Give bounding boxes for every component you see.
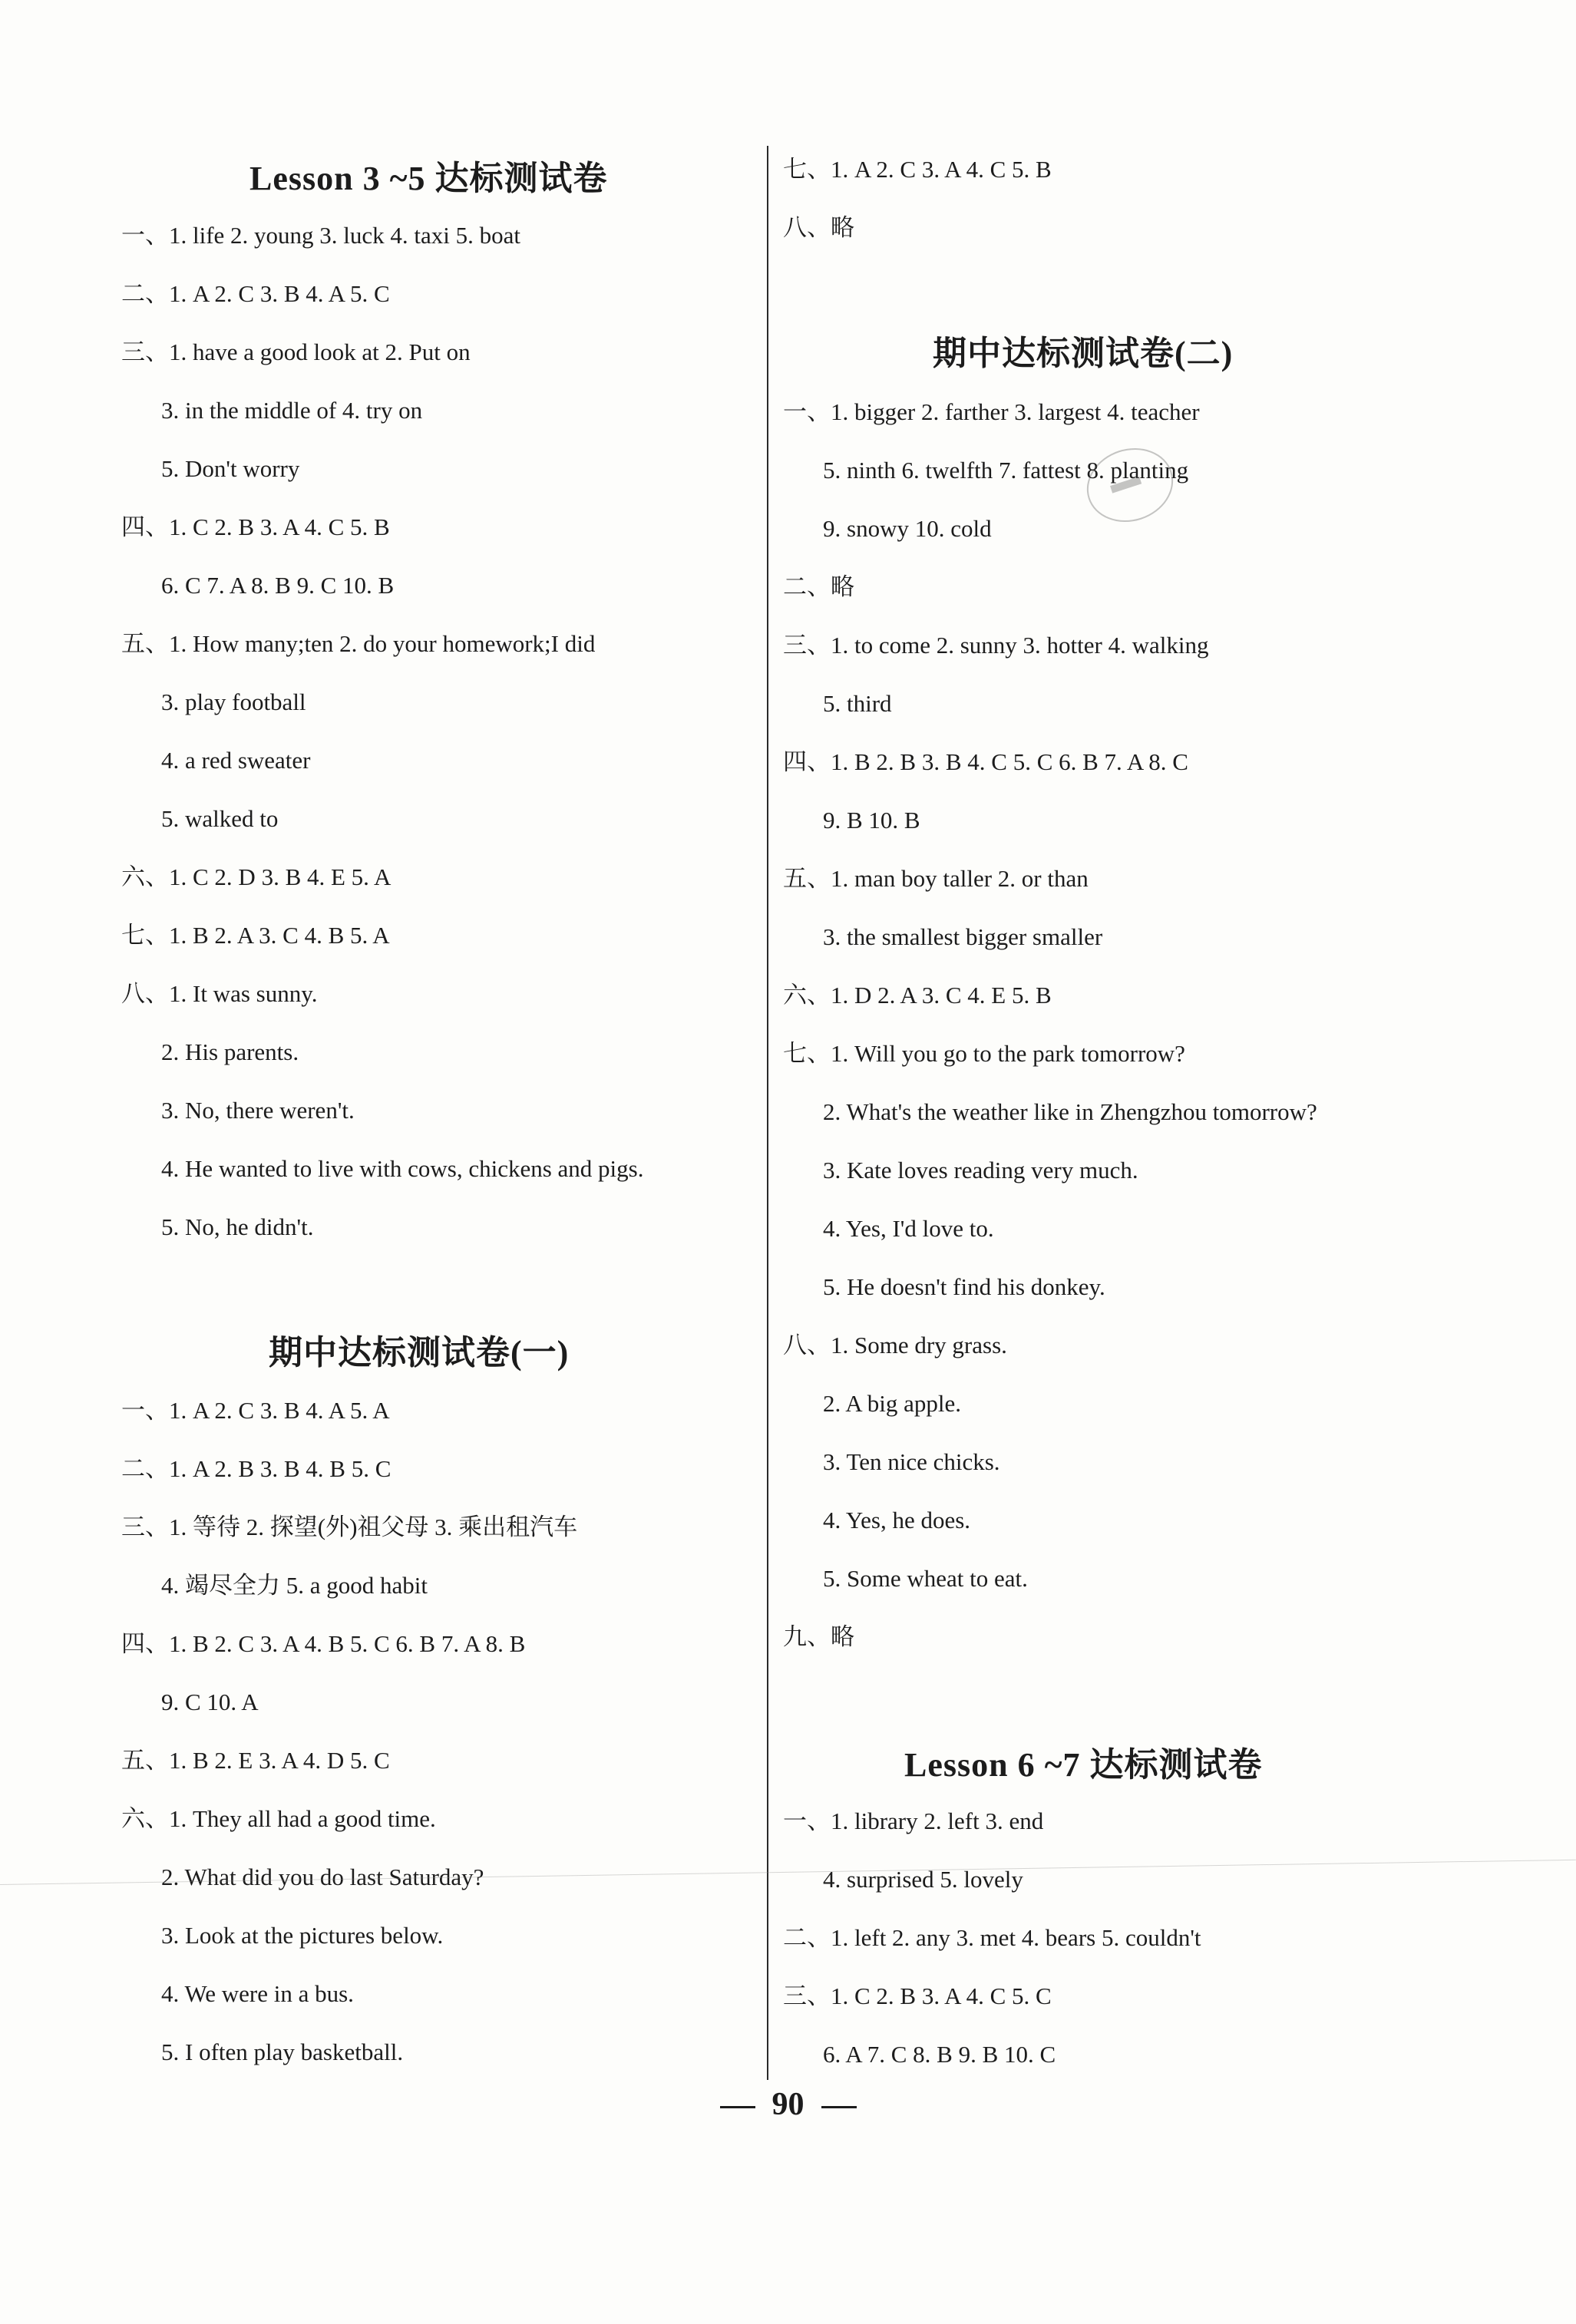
faint-stamp-mark: [1077, 437, 1182, 533]
answer-line: 三、1. 等待 2. 探望(外)祖父母 3. 乘出租汽车: [121, 1514, 578, 1540]
answer-line: 一、1. bigger 2. farther 3. largest 4. teacher: [783, 398, 1200, 425]
answer-line: 5. No, he didn't.: [161, 1213, 314, 1240]
answer-line: 七、1. B 2. A 3. C 4. B 5. A: [121, 922, 390, 949]
answer-line: 3. Ten nice chicks.: [823, 1448, 1000, 1475]
answer-line: 二、1. A 2. C 3. B 4. A 5. C: [121, 280, 390, 307]
answer-line: 5. He doesn't find his donkey.: [823, 1273, 1105, 1300]
answer-line: 2. What's the weather like in Zhengzhou tomorrow?: [823, 1098, 1317, 1125]
answer-line: 4. surprised 5. lovely: [823, 1866, 1023, 1893]
answer-line: 四、1. C 2. B 3. A 4. C 5. B: [121, 513, 390, 540]
footer-dash-right: [821, 2106, 857, 2108]
answer-line: 6. A 7. C 8. B 9. B 10. C: [823, 2041, 1056, 2068]
answer-line: 2. His parents.: [161, 1038, 299, 1065]
answer-line: 六、1. D 2. A 3. C 4. E 5. B: [783, 982, 1052, 1008]
answer-line: 三、1. have a good look at 2. Put on: [121, 338, 471, 365]
answer-line: 4. He wanted to live with cows, chickens and pigs.: [161, 1155, 644, 1182]
answer-line: 4. Yes, he does.: [823, 1507, 971, 1533]
section-title-lesson-6-7: Lesson 6 ~7 达标测试卷: [904, 1746, 1263, 1784]
answer-line: 4. 竭尽全力 5. a good habit: [161, 1572, 428, 1599]
column-divider: [767, 146, 768, 2080]
footer-dash-left: [720, 2106, 755, 2108]
answer-line: 六、1. C 2. D 3. B 4. E 5. A: [121, 863, 392, 890]
answer-line: 五、1. B 2. E 3. A 4. D 5. C: [121, 1747, 390, 1774]
answer-line: 3. in the middle of 4. try on: [161, 397, 423, 424]
page-number: 90: [771, 2087, 805, 2122]
answer-line: 四、1. B 2. C 3. A 4. B 5. C 6. B 7. A 8. B: [121, 1630, 526, 1657]
answer-line: 5. I often play basketball.: [161, 2038, 404, 2065]
answer-line: 七、1. Will you go to the park tomorrow?: [783, 1040, 1185, 1067]
section-title-midterm-2: 期中达标测试卷(二): [933, 335, 1234, 372]
answer-line: 七、1. A 2. C 3. A 4. C 5. B: [783, 156, 1052, 183]
answer-line: 2. A big apple.: [823, 1390, 961, 1417]
answer-line: 二、1. left 2. any 3. met 4. bears 5. couldn't: [783, 1924, 1201, 1951]
section-title-midterm-1: 期中达标测试卷(一): [269, 1334, 570, 1372]
answer-line: 5. ninth 6. twelfth 7. fattest 8. planting: [823, 457, 1189, 484]
answer-line: 四、1. B 2. B 3. B 4. C 5. C 6. B 7. A 8. C: [783, 748, 1188, 775]
answer-line: 9. B 10. B: [823, 807, 920, 834]
answer-line: 二、1. A 2. B 3. B 4. B 5. C: [121, 1455, 392, 1482]
answer-line: 4. We were in a bus.: [161, 1980, 354, 2007]
answer-line: 一、1. life 2. young 3. luck 4. taxi 5. boat: [121, 222, 521, 249]
answer-line: 9. C 10. A: [161, 1689, 259, 1715]
answer-line: 三、1. to come 2. sunny 3. hotter 4. walking: [783, 632, 1209, 659]
answer-line: 9. snowy 10. cold: [823, 515, 992, 542]
answer-line: 五、1. man boy taller 2. or than: [783, 865, 1089, 892]
page-footer: [0, 2086, 1576, 2123]
answer-line: 4. Yes, I'd love to.: [823, 1215, 994, 1242]
answer-line: 3. No, there weren't.: [161, 1097, 355, 1124]
answer-line: 八、1. Some dry grass.: [783, 1332, 1007, 1358]
answer-line: 4. a red sweater: [161, 747, 311, 774]
answer-line: 3. Look at the pictures below.: [161, 1922, 444, 1949]
answer-line: 5. Some wheat to eat.: [823, 1565, 1028, 1592]
answer-line: 3. Kate loves reading very much.: [823, 1157, 1138, 1183]
answer-line: 3. the smallest bigger smaller: [823, 923, 1103, 950]
answer-line: 九、略: [783, 1623, 854, 1650]
answer-line: 6. C 7. A 8. B 9. C 10. B: [161, 572, 395, 599]
answer-line: 二、略: [783, 573, 854, 600]
section-title-lesson-3-5: Lesson 3 ~5 达标测试卷: [249, 160, 608, 197]
answer-line: 三、1. C 2. B 3. A 4. C 5. C: [783, 1982, 1052, 2009]
answer-line: 一、1. A 2. C 3. B 4. A 5. A: [121, 1397, 390, 1424]
answer-line: 5. Don't worry: [161, 455, 300, 482]
answer-line: 3. play football: [161, 688, 306, 715]
answer-line: 5. walked to: [161, 805, 279, 832]
answer-line: 5. third: [823, 690, 892, 717]
answer-line: 八、略: [783, 214, 854, 241]
answer-line: 五、1. How many;ten 2. do your homework;I did: [121, 630, 596, 657]
answer-line: 六、1. They all had a good time.: [121, 1805, 436, 1832]
answer-line: 八、1. It was sunny.: [121, 980, 318, 1007]
answer-line: 一、1. library 2. left 3. end: [783, 1807, 1044, 1834]
answer-line: 2. What did you do last Saturday?: [161, 1863, 484, 1890]
